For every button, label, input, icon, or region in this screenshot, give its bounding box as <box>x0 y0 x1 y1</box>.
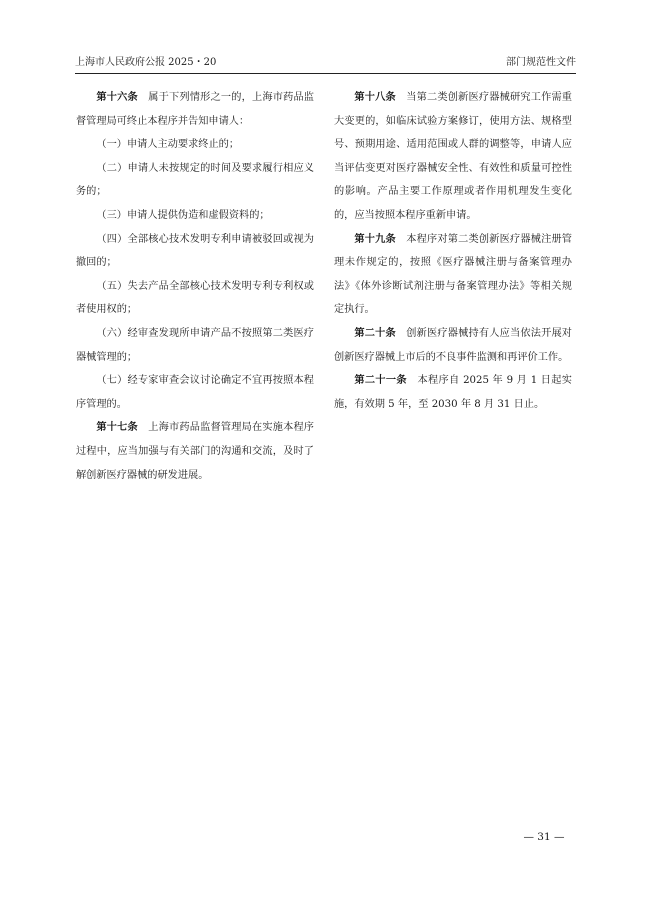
page-header <box>75 56 576 74</box>
page-number: — 31 — <box>523 831 565 843</box>
article-text: 上海市药品监督管理局在实施本程序过程中，应当加强与有关部门的沟通和交流，及时了解创新医疗器械的研发进展。 <box>76 422 314 481</box>
article-number: 第十七条 <box>96 421 138 434</box>
article-20 <box>334 322 572 369</box>
article-text: 当第二类创新医疗器械研究工作需重大变更的，如临床试验方案修订，使用方法、规格型号、预期用途、适用范围或人群的调整等，申请人应当评估变更对医疗器械安全性、有效性和质量可控性的影响。产品主要工作原理或者作用机理发生变化的，应当按照本程序重新申请。 <box>334 92 572 221</box>
article-text: 创新医疗器械持有人应当依法开展对创新医疗器械上市后的不良事件监测和再评价工作。 <box>334 327 572 363</box>
right-column <box>334 86 572 416</box>
list-item-text: （三）申请人提供伪造和虚假资料的； <box>96 209 270 221</box>
list-item-text: （五）失去产品全部核心技术发明专利专利权或者使用权的； <box>76 280 314 316</box>
list-item-text: （六）经审查发现所申请产品不按照第二类医疗器械管理的； <box>76 327 314 363</box>
article-18 <box>334 86 572 228</box>
gazette-title: 上海市人民政府公报 2025・20 <box>75 57 217 68</box>
article-21 <box>334 369 572 416</box>
list-item-text: （四）全部核心技术发明专利申请被驳回或视为撤回的； <box>76 233 314 269</box>
list-item <box>76 369 314 416</box>
section-title: 部门规范性文件 <box>506 57 576 68</box>
list-item-text: （二）申请人未按规定的时间及要求履行相应义务的； <box>76 162 314 198</box>
list-item <box>76 133 314 157</box>
article-19 <box>334 228 572 322</box>
list-item-text: （七）经专家审查会议讨论确定不宜再按照本程序管理的。 <box>76 375 314 410</box>
list-item <box>76 322 314 369</box>
article-number: 第二十一条 <box>354 374 407 387</box>
list-item <box>76 157 314 204</box>
article-number: 第十六条 <box>96 91 138 103</box>
list-item <box>76 275 314 322</box>
article-text: 本程序对第二类创新医疗器械注册管理未作规定的，按照《医疗器械注册与备案管理办法》《体外诊断试剂注册与备案管理办法》等相关规定执行。 <box>334 233 572 316</box>
header-divider <box>75 73 576 74</box>
list-item <box>76 204 314 228</box>
article-text: 本程序自 2025 年 9 月 1 日起实施，有效期 5 年，至 2030 年 8 月 31 日止。 <box>334 375 572 410</box>
article-number: 第十九条 <box>354 232 396 245</box>
left-column <box>76 86 314 487</box>
list-item <box>76 228 314 275</box>
article-number: 第十八条 <box>354 91 396 103</box>
article-16 <box>76 86 314 133</box>
article-17 <box>76 416 314 487</box>
article-number: 第二十条 <box>354 326 396 339</box>
list-item-text: （一）申请人主动要求终止的； <box>96 139 240 151</box>
article-text: 属于下列情形之一的，上海市药品监督管理局可终止本程序并告知申请人： <box>76 92 314 127</box>
